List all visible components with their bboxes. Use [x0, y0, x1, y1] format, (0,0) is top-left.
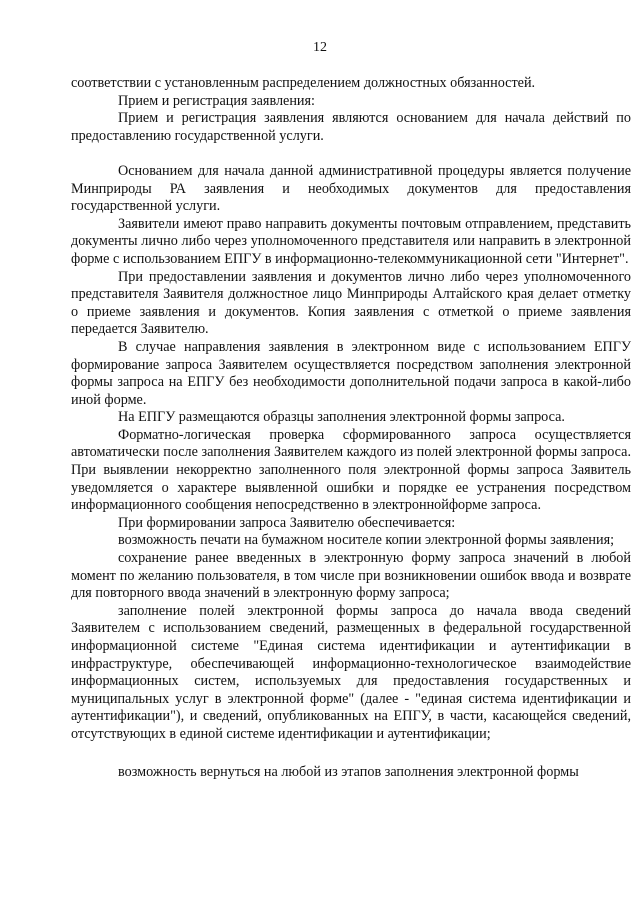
paragraph: На ЕПГУ размещаются образцы заполнения электронной формы запроса. [118, 409, 565, 426]
page-number: 12 [313, 40, 327, 55]
paragraph-heading: Прием и регистрация заявления: [118, 92, 315, 109]
list-item: возможность печати на бумажном носителе копии электронной формы заявления; [118, 532, 615, 549]
paragraph: При предоставлении заявления и документов лично либо через уполномоченного представителя Заявителя должностное лицо Минприроды Алтайского края делает отметку о приеме заявления и документов. Копия заявления с отметкой о приеме заявления передается Заявителю. [71, 268, 631, 338]
list-item: возможность вернуться на любой из этапов заполнения электронной формы [118, 763, 579, 780]
paragraph: При формировании запроса Заявителю обеспечивается: [118, 514, 456, 531]
paragraph: Прием и регистрация заявления являются основанием для начала действий по предоставлению государственной услуги. [71, 110, 631, 144]
paragraph: В случае направления заявления в электронном виде с использованием ЕПГУ формирование запроса Заявителем осуществляется посредством заполнения электронной формы запроса на ЕПГУ без необходимости дополнительной подачи запроса в какой-либо иной форме. [71, 338, 631, 408]
document-body [71, 75, 631, 781]
paragraph: Основанием для начала данной административной процедуры является получение Минприроды РА заявления и необходимых документов для предоставления государственной услуги. [71, 162, 631, 215]
paragraph-continuation: соответствии с установленным распределением должностных обязанностей. [71, 75, 536, 91]
paragraph: Заявители имеют право направить документы почтовым отправлением, представить документы лично либо через уполномоченного представителя или направить в электронной форме с использованием ЕПГУ в информационно-телекоммуникационной сети "Интернет". [71, 215, 631, 267]
list-item: заполнение полей электронной формы запроса до начала ввода сведений Заявителем с использованием сведений, размещенных в федеральной государственной информационной системе "Единая система идентификации и аутентификации в инфраструктуре, обеспечивающей информационно-технологическое взаимодействие информационных систем, используемых для предоставления государственных и муниципальных услуг в электронной форме" (далее - "единая система идентификации и аутентификации"), и сведений, опубликованных на ЕПГУ, в части, касающейся сведений, отсутствующих в единой системе идентификации и аутентификации; [71, 602, 631, 742]
paragraph: Форматно-логическая проверка сформированного запроса осуществляется автоматически после заполнения Заявителем каждого из полей электронной формы запроса. При выявлении некорректно заполненного поля электронной формы запроса Заявитель уведомляется о характере выявленной ошибки и порядке ее устранения посредством информационного сообщения непосредственно в электроннойформе запроса. [71, 426, 631, 514]
list-item: сохранение ранее введенных в электронную форму запроса значений в любой момент по желанию пользователя, в том числе при возникновении ошибок ввода и возврате для повторного ввода значений в электронную форму запроса; [71, 550, 631, 602]
